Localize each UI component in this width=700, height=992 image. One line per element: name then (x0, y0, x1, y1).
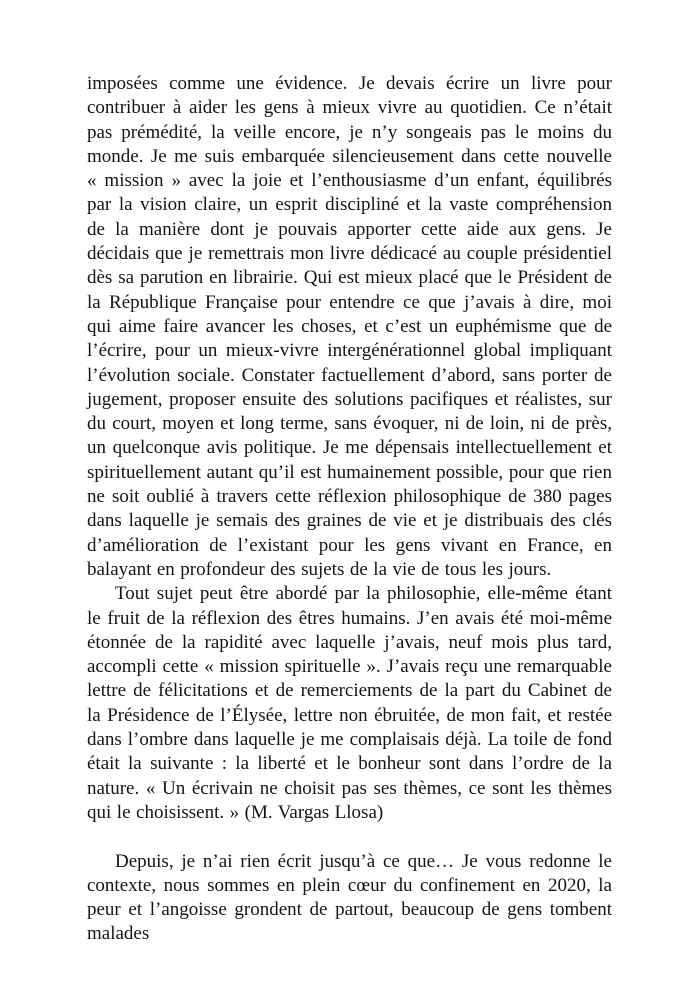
paragraph-philosophy: Tout sujet peut être abordé par la philosophie, elle-même étant le fruit de la réflexion des êtres humains. J’en avais été moi-même étonnée de la rapidité avec laquelle j’avais, neuf mois plus tard, accompli cette « mission spirituelle ». J’avais reçu une remarquable lettre de félicitations et de remerciements de la part du Cabinet de la Présidence de l’Élysée, lettre non ébruitée, de mon fait, et restée dans l’ombre dans laquelle je me complaisais déjà. La toile de fond était la suivante : la liberté et le bonheur sont dans l’ordre de la nature. « Un écrivain ne choisit pas ses thèmes, ce sont les thèmes qui le choisissent. » (M. Vargas Llosa) (87, 583, 612, 823)
paragraph-depuis: Depuis, je n’ai rien écrit jusqu’à ce que… Je vous redonne le contexte, nous sommes en plein cœur du confinement en 2020, la peur et l’angoisse grondent de partout, beaucoup de gens tombent malades (87, 850, 612, 945)
paragraph-continuation: imposées comme une évidence. Je devais écrire un livre pour contribuer à aider les gens à mieux vivre au quotidien. Ce n’était pas prémédité, la veille encore, je n’y songeais pas le moins du monde. Je me suis embarquée silencieusement dans cette nouvelle « mission » avec la joie et l’enthousiasme d’un enfant, équilibrés par la vision claire, un esprit discipliné et la vaste compréhension de la manière dont je pouvais apporter cette aide aux gens. Je décidais que je remettrais mon livre dédicacé au couple présidentiel dès sa parution en librairie. Qui est mieux placé que le Président de la République Française pour entendre ce que j’avais à dire, moi qui aime faire avancer les choses, et c’est un euphémisme que de l’écrire, pour un mieux-vivre intergénérationnel global impliquant l’évolution sociale. Constater factuellement d’abord, sans porter de jugement, proposer ensuite des solutions pacifiques et réalistes, sur du court, moyen et long terme, sans évoquer, ni de loin, ni de près, un quelconque avis politique. Je me dépensais intellectuellement et spirituellement autant qu’il est humainement possible, pour que rien ne soit oublié à travers cette réflexion philosophique de 380 pages dans laquelle je semais des graines de vie et je distribuais des clés d’amélioration de l’existant pour les gens vivant en France, en balayant en profondeur des sujets de la vie de tous les jours. (87, 73, 612, 580)
